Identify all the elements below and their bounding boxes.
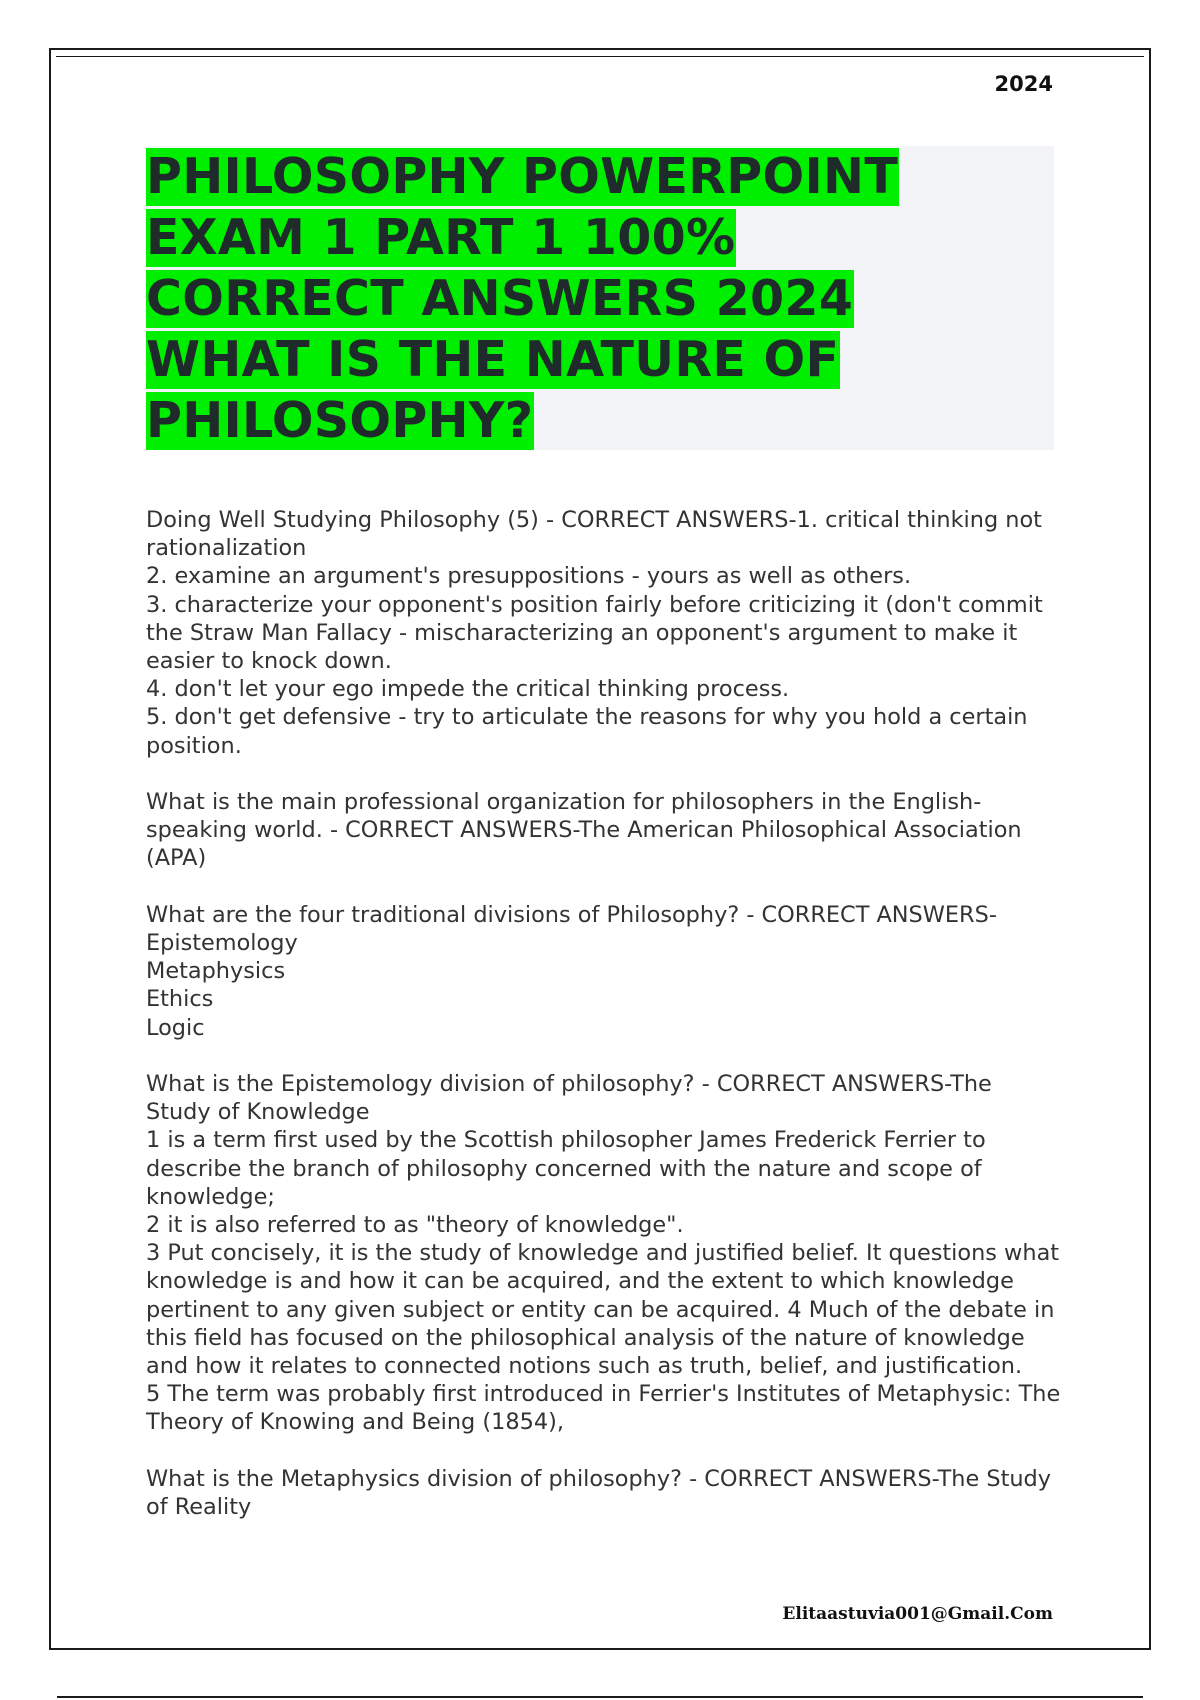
title-line: PHILOSOPHY?	[146, 392, 534, 449]
qa-item-metaphysics	[146, 1465, 1061, 1521]
qa-line: What is the Epistemology division of philosophy? - CORRECT ANSWERS-The Study of Knowledge	[146, 1071, 992, 1126]
qa-line: 1 is a term first used by the Scottish philosopher James Frederick Ferrier to describe the branch of philosophy concerned with the nature and scope of knowledge;	[146, 1127, 986, 1210]
title-block	[146, 146, 1054, 450]
qa-line: Logic	[146, 1014, 205, 1041]
qa-line: Doing Well Studying Philosophy (5) - CORRECT ANSWERS-1. critical thinking not rationalization	[146, 507, 1042, 562]
document-title	[146, 146, 1054, 451]
qa-line: 2 it is also referred to as "theory of knowledge".	[146, 1212, 684, 1239]
qa-line: What is the Metaphysics division of philosophy? - CORRECT ANSWERS-The Study of Reality	[146, 1465, 1052, 1521]
header-year: 2024	[994, 72, 1053, 96]
qa-item-divisions	[146, 901, 1061, 1042]
qa-line: Ethics	[146, 986, 214, 1013]
title-line: PHILOSOPHY POWERPOINT	[146, 148, 899, 205]
title-line: WHAT IS THE NATURE OF	[146, 331, 840, 388]
qa-content	[146, 506, 1061, 1549]
qa-line: 3. characterize your opponent's position fairly before criticizing it (don't commit the Straw Man Fallacy - mischaracterizing an opponent's argument to make it easier to knock down.	[146, 591, 1043, 675]
title-line: CORRECT ANSWERS 2024	[146, 270, 854, 327]
qa-line: 5 The term was probably first introduced in Ferrier's Institutes of Metaphysic: The Theory of Knowing and Being (1854),	[146, 1381, 1061, 1436]
qa-line: What are the four traditional divisions of Philosophy? - CORRECT ANSWERS-Epistemology	[146, 901, 997, 957]
title-line: EXAM 1 PART 1 100%	[146, 209, 736, 266]
qa-item-organization	[146, 788, 1061, 873]
qa-line: 3 Put concisely, it is the study of knowledge and justified belief. It questions what knowledge is and how it can be acquired, and the extent to which knowledge pertinent to any given subject or entity can be acquired. 4 Much of the debate in this field has focused on the philosophical analysis of the nature of knowledge and how it relates to connected notions such as truth, belief, and justification.	[146, 1240, 1060, 1380]
page-frame	[49, 48, 1151, 1650]
qa-line: 2. examine an argument's presuppositions - yours as well as others.	[146, 563, 912, 590]
qa-line: Metaphysics	[146, 958, 286, 985]
bottom-rule	[57, 1696, 1143, 1698]
qa-line: 5. don't get defensive - try to articulate the reasons for why you hold a certain position.	[146, 704, 1028, 759]
qa-item-doing-well	[146, 506, 1061, 760]
footer-email: Elitaastuvia001@Gmail.Com	[782, 1604, 1053, 1624]
qa-line: 4. don't let your ego impede the critical thinking process.	[146, 676, 790, 703]
qa-item-epistemology	[146, 1070, 1061, 1437]
top-rule	[56, 56, 1144, 57]
qa-line: What is the main professional organization for philosophers in the English-speaking world. - CORRECT ANSWERS-The American Philosophical Association (APA)	[146, 789, 1022, 872]
